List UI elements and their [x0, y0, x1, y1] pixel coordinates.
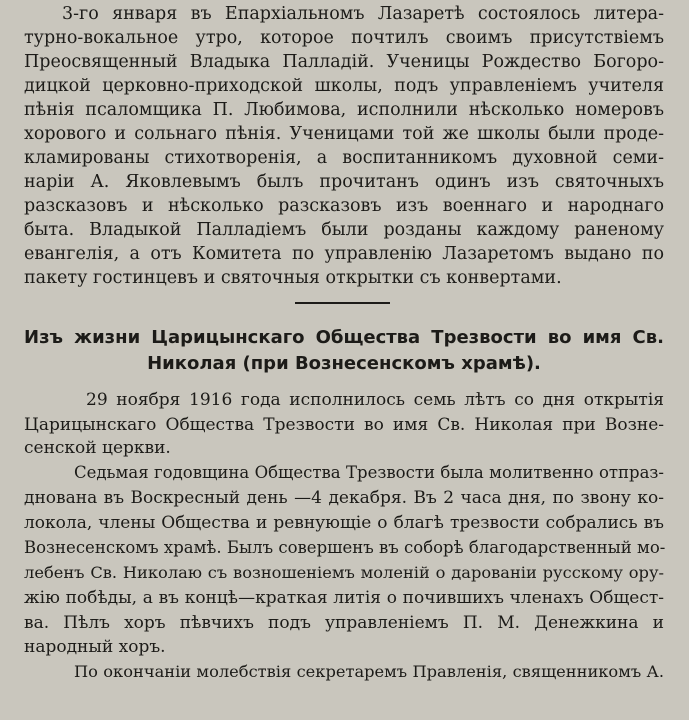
paragraph-line: Царицынскаго Общества Трезвости во имя Св. Николая при Возне-	[24, 415, 664, 435]
paragraph-line: 3-го января въ Епархіальномъ Лазаретѣ состоялось литера-	[62, 4, 664, 24]
paragraph-line: дицкой церковно-приходской школы, подъ управленіемъ учителя	[24, 76, 664, 96]
paragraph-line: локола, члены Общества и ревнующіе о благѣ трезвости собрались въ	[24, 513, 664, 533]
paragraph-line: Седьмая годовщина Общества Трезвости была молитвенно отпраз-	[74, 463, 664, 482]
paragraph-line: По окончаніи молебствія секретаремъ Правленія, священникомъ А.	[74, 662, 664, 681]
paragraph-line: днована въ Воскресный день —4 декабря. Въ 2 часа дня, по звону ко-	[24, 488, 664, 508]
paragraph-line: кламированы стихотворенія, а воспитанникомъ духовной семи-	[24, 148, 664, 168]
paragraph-line: пѣнія псаломщика П. Любимова, исполнили нѣсколько номеровъ	[24, 100, 664, 120]
paragraph-line: Преосвященный Владыка Палладій. Ученицы Рождество Богоро-	[24, 52, 664, 72]
paragraph-line: ва. Пѣлъ хоръ пѣвчихъ подъ управленіемъ П. М. Денежкина и	[24, 613, 664, 633]
paragraph-line: 29 ноября 1916 года исполнилось семь лѣтъ со дня открытія	[86, 390, 664, 410]
paragraph-line: Вознесенскомъ храмѣ. Былъ совершенъ въ соборѣ благодарственный мо-	[24, 538, 666, 557]
paragraph-line: сенской церкви.	[24, 438, 171, 458]
paragraph-line: турно-вокальное утро, которое почтилъ своимъ присутствіемъ	[24, 28, 664, 48]
paragraph-line: хорового и сольнаго пѣнія. Ученицами той же школы были проде-	[24, 124, 664, 144]
paragraph-line: разсказовъ и нѣсколько разсказовъ изъ военнаго и народнаго	[24, 196, 664, 216]
section-divider	[295, 302, 390, 304]
section-heading: Изъ жизни Царицынскаго Общества Трезвости во имя Св.	[24, 327, 664, 348]
paragraph-line: лебенъ Св. Николаю съ возношеніемъ моленій о дарованіи русскому ору-	[24, 563, 664, 582]
paragraph-line: наріи А. Яковлевымъ былъ прочитанъ одинъ изъ святочныхъ	[24, 172, 664, 192]
paragraph-line: быта. Владыкой Палладіемъ были розданы каждому раненому	[24, 220, 664, 240]
paragraph-line: народный хоръ.	[24, 637, 166, 657]
section-heading: Николая (при Вознесенскомъ храмѣ).	[147, 353, 541, 374]
paragraph-line: евангелія, а отъ Комитета по управленію Лазаретомъ выдано по	[24, 244, 664, 264]
paragraph-line: пакету гостинцевъ и святочныя открытки съ конвертами.	[24, 268, 562, 288]
paragraph-line: жію побѣды, а въ концѣ—краткая литія о почившихъ членахъ Общест-	[24, 588, 664, 608]
